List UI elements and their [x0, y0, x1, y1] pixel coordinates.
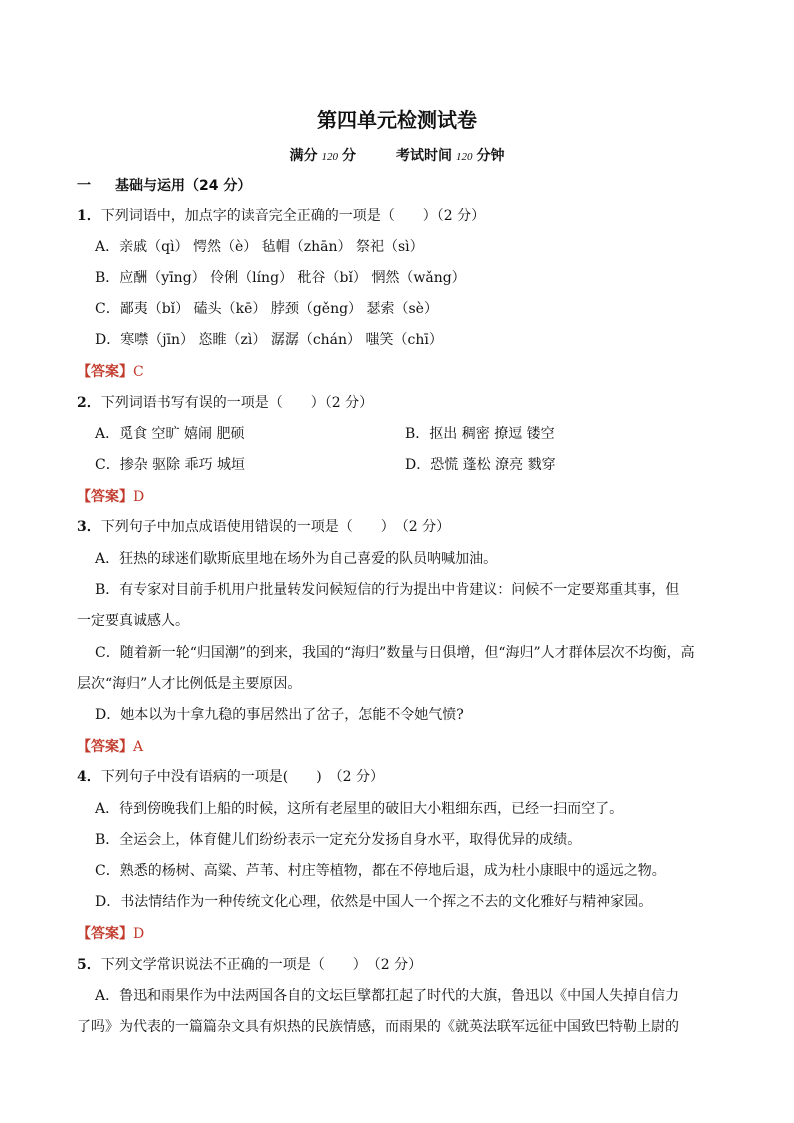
question-2-option-a: A．觅食 空旷 嬉闹 肥硕 [95, 426, 245, 442]
exam-time-label: 考试时间 [396, 148, 452, 164]
answer-label: 【答案】 [77, 364, 133, 380]
exam-info [0, 145, 794, 165]
question-number: 3． [77, 519, 101, 535]
answer-label: 【答案】 [77, 489, 133, 505]
exam-time-value: 120 [456, 151, 473, 163]
answer-label: 【答案】 [77, 739, 133, 755]
question-number: 2． [77, 395, 101, 411]
full-score-unit: 分 [342, 148, 356, 164]
question-4-option-d: D．书法情结作为一种传统文化心理，依然是中国人一个挥之不去的文化雅好与精神家园。 [95, 894, 653, 910]
question-1-stem [77, 206, 485, 226]
question-3-option-b-continued: 一定要真诚感人。 [77, 613, 189, 629]
question-4-option-a: A．待到傍晚我们上船的时候，这所有老屋里的破旧大小粗细东西，已经一扫而空了。 [95, 801, 624, 817]
question-1-option-d: D．寒噤（jīn） 恣睢（zì） 潺潺（chán） 嗤笑（chī） [95, 332, 443, 348]
answer-value: C [133, 364, 144, 380]
question-text: 下列句子中加点成语使用错误的一项是（ ） （2 分） [100, 519, 451, 535]
question-number: 1． [77, 208, 101, 224]
question-4-option-c: C．熟悉的杨树、高粱、芦苇、村庄等植物，都在不停地后退，成为杜小康眼中的遥远之物。 [95, 863, 666, 879]
answer-value: D [133, 489, 145, 505]
question-2-option-c: C．掺杂 驱除 乖巧 城垣 [95, 457, 246, 473]
exam-time-unit: 分钟 [476, 148, 505, 164]
full-score-value: 120 [321, 151, 338, 163]
question-1-option-b: B．应酬（yīng） 伶俐（líng） 秕谷（bǐ） 惘然（wǎng） [95, 270, 466, 286]
question-3-option-d: D．她本以为十拿九稳的事居然出了岔子，怎能不令她气愤? [95, 707, 464, 723]
question-3-stem [77, 517, 450, 537]
question-text: 下列词语书写有误的一项是（ ）（2 分） [100, 395, 374, 411]
question-5-stem [77, 955, 422, 975]
section-heading [77, 176, 251, 196]
answer-value: D [133, 926, 145, 942]
question-text: 下列文学常识说法不正确的一项是（ ） （2 分） [100, 957, 423, 973]
question-5-option-a-continued: 了吗》为代表的一篇篇杂文具有炽热的民族情感，而雨果的《就英法联军远征中国致巴特勒上尉的 [77, 1019, 679, 1035]
question-1-answer [77, 362, 144, 382]
question-2-option-b: B．抠出 稠密 撩逗 镂空 [405, 426, 555, 442]
full-score-label: 满分 [289, 148, 318, 164]
question-3-option-a: A．狂热的球迷们歇斯底里地在场外为自己喜爱的队员呐喊加油。 [95, 551, 498, 567]
question-5-option-a: A．鲁迅和雨果作为中法两国各自的文坛巨擘都扛起了时代的大旗，鲁迅以《中国人失掉自信力 [95, 988, 680, 1004]
answer-label: 【答案】 [77, 926, 133, 942]
question-4-stem [77, 767, 384, 787]
question-number: 5． [77, 957, 101, 973]
question-3-option-b: B．有专家对目前手机用户批量转发问候短信的行为提出中肯建议：问候不一定要郑重其事，但 [95, 582, 680, 598]
question-2-option-d: D．恐慌 蓬松 潦亮 戮穿 [405, 457, 556, 473]
question-2-answer [77, 487, 144, 507]
page-title: 第四单元检测试卷 [317, 108, 477, 132]
question-1-option-a: A．亲戚（qì） 愕然（è） 毡帽（zhān） 祭祀（sì） [95, 239, 424, 255]
question-3-answer [77, 737, 143, 757]
question-3-option-c: C．随着新一轮“归国潮”的到来，我国的“海归”数量与日俱增，但“海归”人才群体层次不均衡，高 [95, 645, 695, 661]
question-text: 下列句子中没有语病的一项是( ) （2 分） [100, 769, 385, 785]
question-3-option-c-continued: 层次“海归”人才比例低是主要原因。 [77, 676, 302, 692]
question-number: 4． [77, 769, 101, 785]
answer-value: A [133, 739, 144, 755]
question-4-option-b: B．全运会上，体育健儿们纷纷表示一定充分发扬自身水平，取得优异的成绩。 [95, 832, 582, 848]
section-title: 基础与运用（24 分） [115, 178, 252, 194]
question-1-option-c: C．鄙夷（bǐ） 磕头（kē） 脖颈（gěng） 瑟索（sè） [95, 301, 438, 317]
question-4-answer [77, 924, 144, 944]
section-number: 一 [77, 178, 91, 194]
question-text: 下列词语中，加点字的读音完全正确的一项是（ ）（2 分） [100, 208, 486, 224]
question-2-stem [77, 393, 373, 413]
